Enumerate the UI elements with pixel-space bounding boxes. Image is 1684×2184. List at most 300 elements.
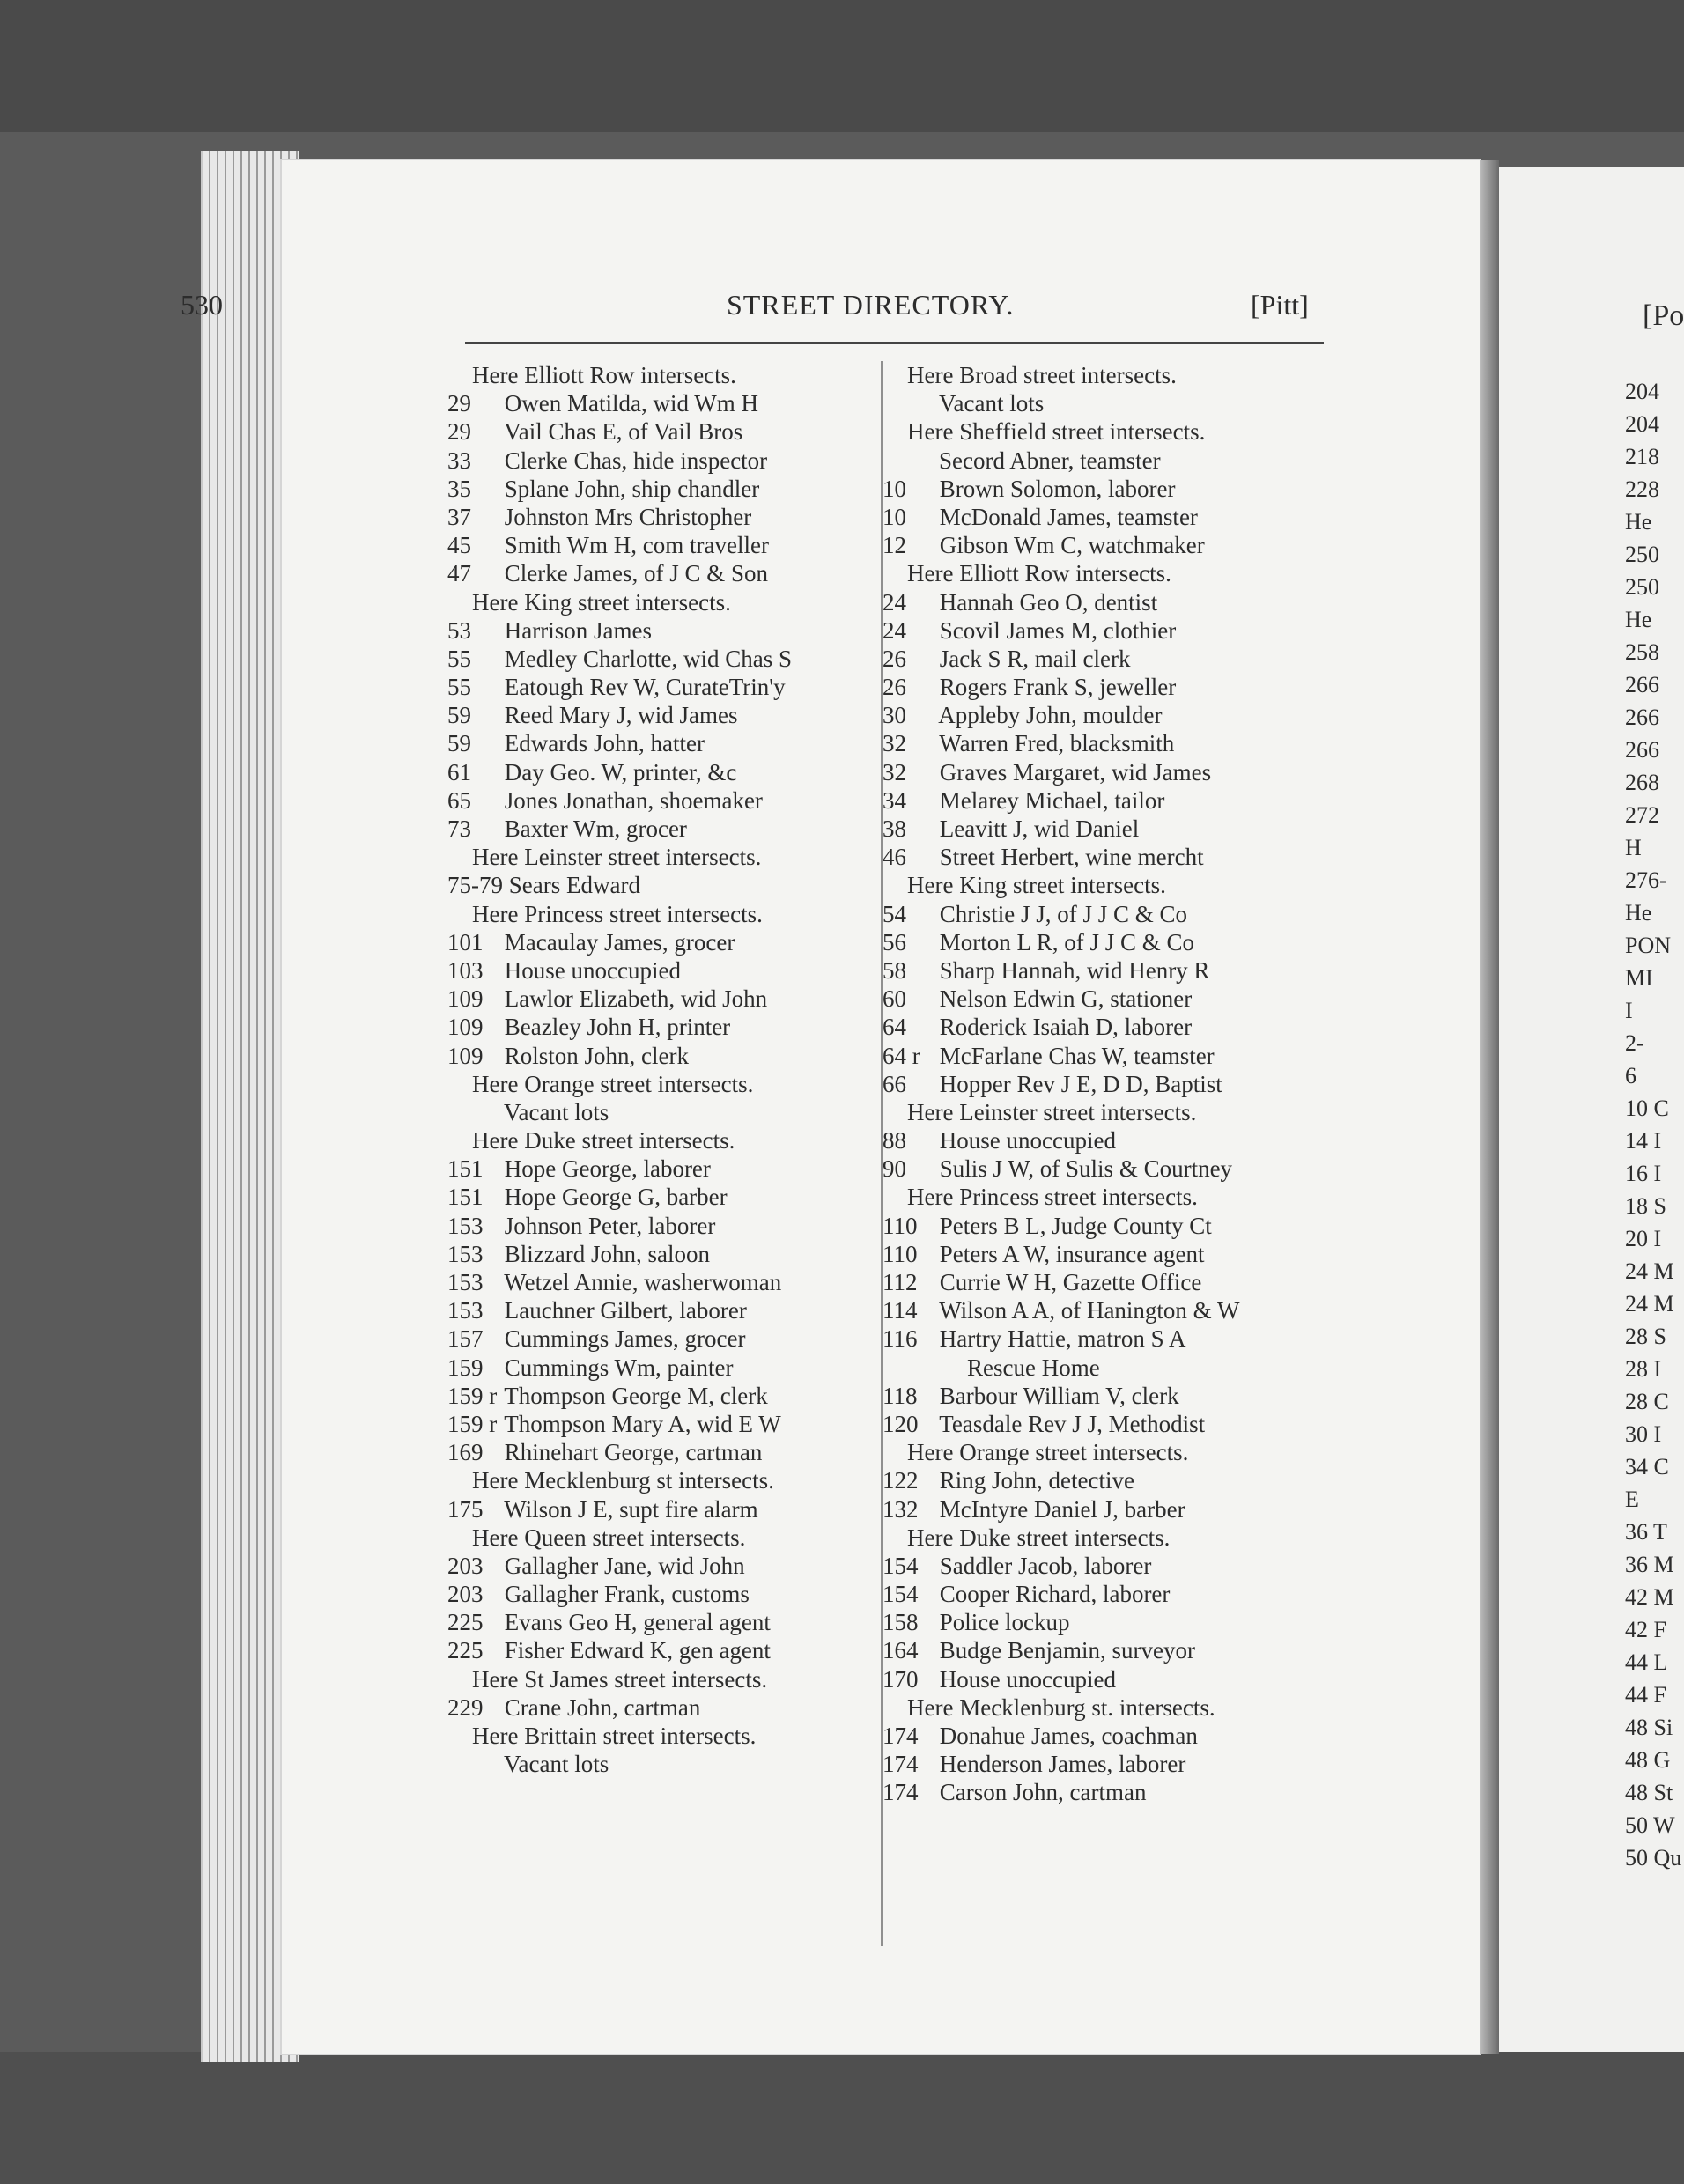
house-number: 174 bbox=[883, 1779, 919, 1806]
directory-entry bbox=[447, 673, 888, 701]
directory-entry bbox=[883, 1750, 1327, 1778]
resident-name: Johnston Mrs Christopher bbox=[499, 503, 752, 530]
directory-entry bbox=[447, 616, 888, 645]
resident-name: Carson John, cartman bbox=[934, 1779, 1147, 1806]
directory-entry bbox=[883, 729, 1327, 757]
resident-name: Sharp Hannah, wid Henry R bbox=[934, 956, 1210, 984]
house-number: 164 bbox=[883, 1637, 919, 1664]
resident-name: McFarlane Chas W, teamster bbox=[934, 1042, 1215, 1069]
house-number: 55 bbox=[447, 645, 471, 672]
facing-page-fragment: 20 I bbox=[1625, 1226, 1662, 1251]
directory-entry bbox=[447, 1552, 888, 1580]
intersection-heading: Here Princess street intersects. bbox=[907, 1184, 1198, 1211]
house-number: 46 bbox=[883, 844, 906, 871]
resident-name: House unoccupied bbox=[934, 1665, 1116, 1693]
resident-name: Peters B L, Judge County Ct bbox=[934, 1212, 1212, 1239]
directory-entry bbox=[447, 1354, 888, 1382]
intersection-heading: Here Mecklenburg st. intersects. bbox=[907, 1693, 1215, 1721]
directory-note: Vacant lots bbox=[504, 1751, 609, 1778]
facing-page-fragment: 44 L bbox=[1625, 1649, 1668, 1675]
resident-name: House unoccupied bbox=[934, 1127, 1116, 1155]
intersection-heading: Here Leinster street intersects. bbox=[907, 1098, 1197, 1125]
house-number: 159 r bbox=[447, 1410, 498, 1437]
directory-entry bbox=[447, 928, 888, 956]
resident-name: Barbour William V, clerk bbox=[934, 1382, 1179, 1409]
intersection-heading: Here Orange street intersects. bbox=[907, 1439, 1189, 1466]
directory-entry bbox=[883, 1212, 1327, 1240]
intersection-heading: Here St James street intersects. bbox=[472, 1665, 768, 1693]
resident-name: Wetzel Annie, washerwoman bbox=[499, 1269, 782, 1295]
directory-entry bbox=[447, 1636, 888, 1664]
house-number: 154 bbox=[883, 1581, 919, 1608]
directory-entry bbox=[883, 956, 1327, 985]
resident-name: Crane John, cartman bbox=[499, 1693, 701, 1721]
house-number: 116 bbox=[883, 1325, 918, 1353]
resident-name: Hannah Geo O, dentist bbox=[934, 588, 1158, 616]
directory-entry bbox=[447, 1013, 888, 1041]
resident-name: Roderick Isaiah D, laborer bbox=[934, 1014, 1193, 1041]
house-number: 170 bbox=[883, 1665, 919, 1693]
directory-entry bbox=[883, 503, 1327, 531]
directory-entry bbox=[883, 475, 1327, 503]
resident-name: Blizzard John, saloon bbox=[499, 1240, 710, 1267]
directory-entry bbox=[883, 758, 1327, 786]
intersection-heading: Here Queen street intersects. bbox=[472, 1524, 746, 1551]
facing-page-fragment: 24 M bbox=[1625, 1291, 1674, 1317]
resident-name: Rolston John, clerk bbox=[499, 1042, 689, 1069]
house-number: 65 bbox=[447, 786, 471, 814]
house-number: 151 bbox=[447, 1184, 484, 1211]
resident-name: Teasdale Rev J J, Methodist bbox=[934, 1410, 1206, 1437]
facing-page-fragment: 48 G bbox=[1625, 1747, 1671, 1773]
house-number: 26 bbox=[883, 674, 906, 701]
facing-page-fragment: 24 M bbox=[1625, 1258, 1674, 1284]
house-number: 47 bbox=[447, 560, 471, 587]
house-number: 45 bbox=[447, 532, 471, 559]
facing-page-fragment: 218 bbox=[1625, 444, 1659, 469]
intersection-heading: Here Duke street intersects. bbox=[472, 1127, 735, 1155]
directory-entry bbox=[883, 786, 1327, 815]
facing-page-fragment: 10 C bbox=[1625, 1096, 1669, 1121]
scan-background-bottom bbox=[0, 2052, 1684, 2184]
facing-page-fragment: He bbox=[1625, 607, 1652, 632]
house-number: 103 bbox=[447, 956, 484, 984]
directory-entry bbox=[447, 1183, 888, 1211]
house-number: 225 bbox=[447, 1637, 484, 1664]
facing-page-fragment: 16 I bbox=[1625, 1161, 1662, 1186]
house-number: 153 bbox=[447, 1240, 484, 1267]
facing-page-fragment: 48 Si bbox=[1625, 1715, 1673, 1740]
resident-name: Harrison James bbox=[499, 616, 652, 644]
house-number: 175 bbox=[447, 1495, 484, 1523]
facing-page-fragment: 266 bbox=[1625, 705, 1659, 730]
directory-entry bbox=[447, 956, 888, 985]
facing-page-fragment: 250 bbox=[1625, 542, 1659, 567]
resident-name: Edwards John, hatter bbox=[499, 730, 705, 757]
facing-page-fragment: 204 bbox=[1625, 379, 1659, 404]
facing-page-fragment: 48 St bbox=[1625, 1780, 1673, 1805]
intersection-heading: Here Brittain street intersects. bbox=[472, 1723, 757, 1749]
resident-name: Ring John, detective bbox=[934, 1467, 1134, 1494]
facing-page-fragment: 36 T bbox=[1625, 1519, 1667, 1545]
directory-entry bbox=[447, 389, 888, 417]
facing-page-fragment: PON bbox=[1625, 933, 1672, 958]
house-number: 153 bbox=[447, 1212, 484, 1239]
house-number: 59 bbox=[447, 702, 471, 729]
facing-page-fragment: H bbox=[1625, 835, 1642, 860]
house-number: 153 bbox=[447, 1297, 484, 1324]
directory-entry bbox=[883, 1410, 1327, 1438]
facing-page-fragment: 250 bbox=[1625, 574, 1659, 600]
directory-entry bbox=[883, 1608, 1327, 1636]
house-number: 34 bbox=[883, 786, 906, 814]
house-number: 169 bbox=[447, 1439, 484, 1466]
directory-entry bbox=[883, 1665, 1327, 1693]
directory-entry bbox=[883, 1296, 1327, 1324]
resident-name: Thompson George M, clerk bbox=[499, 1382, 768, 1409]
house-number: 101 bbox=[447, 928, 484, 956]
directory-entry bbox=[447, 758, 888, 786]
house-number: 225 bbox=[447, 1609, 484, 1636]
resident-name: Cooper Richard, laborer bbox=[934, 1581, 1171, 1608]
resident-name: Melarey Michael, tailor bbox=[934, 786, 1165, 814]
house-number: 151 bbox=[447, 1155, 484, 1183]
house-number: 174 bbox=[883, 1751, 919, 1778]
house-number: 154 bbox=[883, 1552, 919, 1579]
intersection-heading: Here Elliott Row intersects. bbox=[472, 362, 736, 388]
house-number: 58 bbox=[883, 956, 906, 984]
directory-entry bbox=[447, 871, 888, 899]
facing-page-fragment: 28 S bbox=[1625, 1324, 1666, 1349]
directory-entry bbox=[447, 1438, 888, 1466]
directory-entry bbox=[883, 588, 1327, 616]
right-column bbox=[883, 361, 1327, 1807]
resident-name: Appleby John, moulder bbox=[934, 702, 1163, 729]
resident-name: Brown Solomon, laborer bbox=[934, 475, 1176, 502]
facing-page-fragment: 34 C bbox=[1625, 1454, 1669, 1479]
house-number: 12 bbox=[883, 532, 906, 559]
directory-entry bbox=[883, 1240, 1327, 1268]
facing-page-fragment: 204 bbox=[1625, 411, 1659, 437]
house-number: 32 bbox=[883, 730, 906, 757]
house-number: 54 bbox=[883, 900, 906, 927]
resident-name: Beazley John H, printer bbox=[499, 1014, 731, 1041]
house-number: 229 bbox=[447, 1693, 484, 1721]
directory-entry bbox=[447, 1042, 888, 1070]
resident-name: Cummings James, grocer bbox=[499, 1325, 746, 1353]
house-number: 56 bbox=[883, 928, 906, 956]
intersection-heading: Here Princess street intersects. bbox=[472, 900, 763, 927]
facing-page-fragment: 28 C bbox=[1625, 1389, 1669, 1414]
resident-name: Clerke James, of J C & Son bbox=[499, 560, 768, 587]
house-number: 33 bbox=[447, 446, 471, 474]
intersection-heading: Here Leinster street intersects. bbox=[472, 844, 762, 871]
facing-page-fragment: 266 bbox=[1625, 672, 1659, 697]
resident-name: Owen Matilda, wid Wm H bbox=[499, 390, 758, 417]
facing-page-fragment: 50 W bbox=[1625, 1812, 1675, 1838]
resident-name: Police lockup bbox=[934, 1609, 1070, 1636]
facing-page-fragment: 36 M bbox=[1625, 1552, 1674, 1577]
resident-name: Baxter Wm, grocer bbox=[499, 815, 687, 842]
house-number: 203 bbox=[447, 1581, 484, 1608]
intersection-heading: Here King street intersects. bbox=[472, 588, 731, 616]
directory-entry bbox=[447, 559, 888, 587]
house-number: 110 bbox=[883, 1212, 918, 1239]
house-number: 112 bbox=[883, 1269, 918, 1295]
resident-name: Gibson Wm C, watchmaker bbox=[934, 532, 1205, 559]
resident-name: Hope George, laborer bbox=[499, 1155, 711, 1183]
house-number: 153 bbox=[447, 1269, 484, 1295]
resident-name: Thompson Mary A, wid E W bbox=[499, 1410, 781, 1437]
directory-entry bbox=[883, 1013, 1327, 1041]
directory-entry bbox=[883, 1155, 1327, 1183]
resident-name: Graves Margaret, wid James bbox=[934, 758, 1212, 786]
facing-page-fragment: 228 bbox=[1625, 476, 1659, 502]
facing-page-fragment: 50 Qu bbox=[1625, 1845, 1682, 1870]
facing-page-fragment: 28 I bbox=[1625, 1356, 1662, 1382]
house-number: 37 bbox=[447, 503, 471, 530]
house-number: 38 bbox=[883, 815, 906, 842]
house-number: 110 bbox=[883, 1240, 918, 1267]
facing-page-fragment: 14 I bbox=[1625, 1128, 1662, 1154]
resident-name: Clerke Chas, hide inspector bbox=[499, 446, 768, 474]
directory-entry bbox=[883, 1552, 1327, 1580]
resident-name: Sears Edward bbox=[503, 872, 640, 899]
house-number: 32 bbox=[883, 758, 906, 786]
intersection-heading: Here King street intersects. bbox=[907, 872, 1166, 899]
house-number: 55 bbox=[447, 674, 471, 701]
directory-entry bbox=[447, 503, 888, 531]
house-number: 29 bbox=[447, 390, 471, 417]
directory-entry bbox=[883, 645, 1327, 673]
directory-note: Vacant lots bbox=[504, 1098, 609, 1125]
resident-name: Evans Geo H, general agent bbox=[499, 1609, 771, 1636]
house-number: 174 bbox=[883, 1723, 919, 1749]
house-number: 30 bbox=[883, 702, 906, 729]
directory-entry bbox=[447, 701, 888, 729]
directory-entry bbox=[447, 1693, 888, 1722]
house-number: 109 bbox=[447, 985, 484, 1013]
house-number: 118 bbox=[883, 1382, 918, 1409]
directory-entry bbox=[883, 531, 1327, 559]
resident-name: McDonald James, teamster bbox=[934, 503, 1198, 530]
facing-page-fragment: 42 F bbox=[1625, 1617, 1666, 1642]
facing-page-head: [Po bbox=[1643, 299, 1684, 332]
house-number: 90 bbox=[883, 1155, 906, 1183]
directory-entry bbox=[883, 1636, 1327, 1664]
directory-entry bbox=[883, 1382, 1327, 1410]
resident-name: Lauchner Gilbert, laborer bbox=[499, 1297, 747, 1324]
facing-page-fragment: 276- bbox=[1625, 867, 1667, 893]
facing-page-fragment: 44 F bbox=[1625, 1682, 1666, 1708]
house-number: 132 bbox=[883, 1495, 919, 1523]
resident-name: Wilson J E, supt fire alarm bbox=[499, 1495, 758, 1523]
house-number: 120 bbox=[883, 1410, 919, 1437]
resident-name: Gallagher Frank, customs bbox=[499, 1581, 750, 1608]
resident-name: Macaulay James, grocer bbox=[499, 928, 735, 956]
resident-name: House unoccupied bbox=[499, 956, 681, 984]
header-rule bbox=[465, 342, 1324, 344]
house-number: 159 bbox=[447, 1354, 484, 1381]
directory-entry bbox=[883, 1495, 1327, 1524]
house-number: 109 bbox=[447, 1042, 484, 1069]
house-number: 10 bbox=[883, 503, 906, 530]
resident-name: Morton L R, of J J C & Co bbox=[934, 928, 1195, 956]
resident-name: Day Geo. W, printer, &c bbox=[499, 758, 737, 786]
resident-name: Sulis J W, of Sulis & Courtney bbox=[934, 1155, 1233, 1183]
resident-name: Wilson A A, of Hanington & W bbox=[934, 1297, 1240, 1324]
directory-entry bbox=[883, 843, 1327, 871]
street-key: [Pitt] bbox=[1251, 289, 1309, 321]
house-number: 64 r bbox=[883, 1042, 920, 1069]
intersection-heading: Here Orange street intersects. bbox=[472, 1070, 754, 1097]
house-number: 53 bbox=[447, 616, 471, 644]
house-number: 35 bbox=[447, 475, 471, 502]
resident-name: Rogers Frank S, jeweller bbox=[934, 674, 1177, 701]
resident-name: Saddler Jacob, laborer bbox=[934, 1552, 1152, 1579]
facing-page-fragment: 266 bbox=[1625, 737, 1659, 763]
resident-name: Lawlor Elizabeth, wid John bbox=[499, 985, 768, 1013]
directory-entry bbox=[447, 1296, 888, 1324]
directory-entry bbox=[447, 1268, 888, 1296]
house-number: 109 bbox=[447, 1014, 484, 1041]
directory-entry bbox=[883, 1268, 1327, 1296]
facing-page-fragment: MI bbox=[1625, 965, 1653, 991]
directory-entry bbox=[883, 1324, 1327, 1353]
house-number: 159 r bbox=[447, 1382, 498, 1409]
house-number: 24 bbox=[883, 616, 906, 644]
resident-name: Warren Fred, blacksmith bbox=[934, 730, 1175, 757]
intersection-heading: Here Broad street intersects. bbox=[907, 362, 1177, 388]
directory-entry bbox=[883, 1466, 1327, 1494]
house-number: 59 bbox=[447, 730, 471, 757]
resident-name: Hopper Rev J E, D D, Baptist bbox=[934, 1070, 1222, 1097]
resident-name: Rhinehart George, cartman bbox=[499, 1439, 763, 1466]
directory-note: Secord Abner, teamster bbox=[939, 446, 1161, 474]
directory-entry bbox=[447, 417, 888, 446]
resident-name: Splane John, ship chandler bbox=[499, 475, 760, 502]
house-number: 157 bbox=[447, 1325, 484, 1353]
directory-entry bbox=[447, 729, 888, 757]
resident-name: Eatough Rev W, CurateTrin'y bbox=[499, 674, 786, 701]
running-title: STREET DIRECTORY. bbox=[727, 289, 1015, 321]
facing-page-fragment: 30 I bbox=[1625, 1421, 1662, 1447]
resident-name: Currie W H, Gazette Office bbox=[934, 1269, 1202, 1295]
resident-name: Medley Charlotte, wid Chas S bbox=[499, 645, 792, 672]
resident-name: Nelson Edwin G, stationer bbox=[934, 985, 1193, 1013]
directory-entry bbox=[447, 985, 888, 1013]
resident-name: Gallagher Jane, wid John bbox=[499, 1552, 745, 1579]
resident-name: Peters A W, insurance agent bbox=[934, 1240, 1205, 1267]
resident-name: Scovil James M, clothier bbox=[934, 616, 1177, 644]
resident-name: Hartry Hattie, matron S A bbox=[934, 1325, 1186, 1353]
resident-name: Johnson Peter, laborer bbox=[499, 1212, 716, 1239]
house-number: 73 bbox=[447, 815, 471, 842]
directory-entry bbox=[447, 1410, 888, 1438]
directory-entry bbox=[883, 815, 1327, 843]
directory-entry bbox=[447, 1212, 888, 1240]
directory-entry bbox=[447, 475, 888, 503]
directory-entry bbox=[447, 1608, 888, 1636]
resident-name: McIntyre Daniel J, barber bbox=[934, 1495, 1185, 1523]
resident-name: Fisher Edward K, gen agent bbox=[499, 1637, 771, 1664]
house-number: 64 bbox=[883, 1014, 906, 1041]
resident-name: Christie J J, of J J C & Co bbox=[934, 900, 1188, 927]
house-number: 203 bbox=[447, 1552, 484, 1579]
directory-entry bbox=[447, 1580, 888, 1608]
house-number: 10 bbox=[883, 475, 906, 502]
directory-entry bbox=[447, 1495, 888, 1524]
facing-page-fragment: 268 bbox=[1625, 770, 1659, 795]
facing-page-fragment: 2- bbox=[1625, 1030, 1644, 1056]
directory-entry bbox=[447, 1324, 888, 1353]
resident-name: Reed Mary J, wid James bbox=[499, 702, 738, 729]
house-number: 61 bbox=[447, 758, 471, 786]
directory-note: Vacant lots bbox=[939, 390, 1045, 417]
entry-continuation: Rescue Home bbox=[967, 1354, 1100, 1381]
resident-name: Budge Benjamin, surveyor bbox=[934, 1637, 1195, 1664]
resident-name: Henderson James, laborer bbox=[934, 1751, 1186, 1778]
facing-page-fragment: I bbox=[1625, 998, 1633, 1023]
directory-entry bbox=[447, 446, 888, 475]
resident-name: Cummings Wm, painter bbox=[499, 1354, 734, 1381]
facing-page-fragment: 272 bbox=[1625, 802, 1659, 828]
resident-name: Jones Jonathan, shoemaker bbox=[499, 786, 763, 814]
directory-entry bbox=[447, 815, 888, 843]
facing-page-fragment: He bbox=[1625, 509, 1652, 535]
facing-page-fragment: 6 bbox=[1625, 1063, 1636, 1088]
directory-entry bbox=[883, 616, 1327, 645]
resident-name: Hope George G, barber bbox=[499, 1184, 728, 1211]
house-number: 24 bbox=[883, 588, 906, 616]
intersection-heading: Here Elliott Row intersects. bbox=[907, 560, 1171, 587]
intersection-heading: Here Sheffield street intersects. bbox=[907, 418, 1206, 446]
house-number: 122 bbox=[883, 1467, 919, 1494]
facing-page-fragment: 42 M bbox=[1625, 1584, 1674, 1610]
house-number: 88 bbox=[883, 1127, 906, 1155]
directory-entry bbox=[883, 1580, 1327, 1608]
facing-page-fragment: 258 bbox=[1625, 639, 1659, 665]
directory-entry bbox=[883, 928, 1327, 956]
directory-entry bbox=[883, 673, 1327, 701]
resident-name: Donahue James, coachman bbox=[934, 1723, 1198, 1749]
intersection-heading: Here Mecklenburg st intersects. bbox=[472, 1467, 774, 1494]
house-number: 26 bbox=[883, 645, 906, 672]
house-number: 60 bbox=[883, 985, 906, 1013]
directory-entry bbox=[883, 1126, 1327, 1155]
facing-page-fragment: 18 S bbox=[1625, 1193, 1666, 1219]
house-number: 29 bbox=[447, 418, 471, 446]
resident-name: Leavitt J, wid Daniel bbox=[934, 815, 1140, 842]
directory-entry bbox=[447, 786, 888, 815]
directory-entry bbox=[883, 1778, 1327, 1806]
house-number: 75-79 bbox=[447, 872, 503, 899]
resident-name: Jack S R, mail clerk bbox=[934, 645, 1131, 672]
directory-entry bbox=[447, 1155, 888, 1183]
resident-name: Smith Wm H, com traveller bbox=[499, 532, 769, 559]
directory-entry bbox=[883, 1722, 1327, 1750]
page-number: 530 bbox=[181, 289, 223, 321]
facing-page-fragment: He bbox=[1625, 900, 1652, 926]
directory-entry bbox=[883, 900, 1327, 928]
directory-entry bbox=[447, 1382, 888, 1410]
house-number: 158 bbox=[883, 1609, 919, 1636]
resident-name: Street Herbert, wine mercht bbox=[934, 844, 1204, 871]
left-column bbox=[447, 361, 888, 1778]
directory-entry bbox=[447, 1240, 888, 1268]
book-gutter bbox=[1480, 160, 1499, 2054]
house-number: 66 bbox=[883, 1070, 906, 1097]
